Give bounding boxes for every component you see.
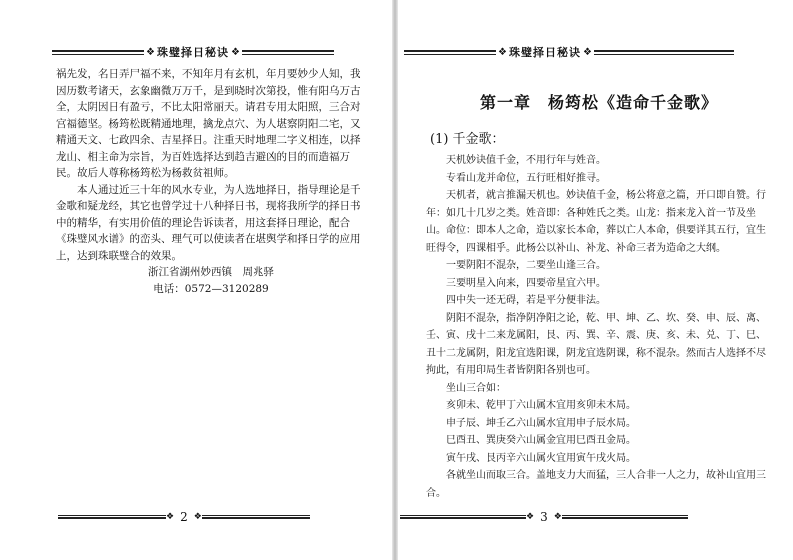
text-line: 三要明星入向来，四要帝星宜六甲。 [446, 277, 606, 289]
page-number: 3 [540, 510, 548, 524]
header-rule [594, 50, 734, 55]
text-line: 申子辰、坤壬乙六山属水宜用申子辰水局。 [446, 417, 636, 429]
text-line: 天机者，就言推漏天机也。妙诀值千金，杨公将意之篇，开口即自赞。行年：如几十几岁之类。姓音即：各种姓氏之类。山龙：指来龙入首一节及坐山。命位：即本人之命，造以家长本命，葬以亡人本命，俱要详其五行，宜生旺得令，四课相乎。此杨公以补山、补龙、补命三者为造命之大纲。 [426, 190, 766, 254]
ornament-icon: ❖ [166, 512, 175, 522]
left-page [0, 0, 396, 560]
right-page-footer [400, 510, 688, 524]
text-line: 专看山龙并命位，五行旺相好推寻。 [446, 172, 606, 184]
ornament-icon: ❖ [553, 512, 562, 522]
book-title: 珠璧择日秘诀 [156, 46, 229, 59]
book-title: 珠璧择日秘诀 [508, 46, 581, 59]
ornament-icon: ❖ [498, 46, 507, 58]
paragraph: 祸先发，名日弄尸福不来，不知年月有玄机，年月要妙少人知，我因历数考诸天，玄象幽微万万千，是到晓时次第投，惟有阳乌万古全，太阴因日有盈亏，不比太阳常丽天。请君专用太阳照，三合对宫福德坚。杨筠松既精通地理，擒龙点穴、为人堪察阴阳二宅，又精通天文、七政四余、吉星择日。注重天时地理二字义相连，以择龙山、相主命为宗旨，为百姓选择达到趋吉避凶的目的而造福万民。故后人尊称杨筠松为杨救贫祖师。 [56, 68, 361, 179]
text-line: 阴阳不混杂，指净阴净阳之论，乾、甲、坤、乙、坎、癸、申、辰、离、壬、寅、戌十二来龙属阳，艮、丙、巽、辛、震、庚、亥、未、兑、丁、巳、丑十二龙属阴，阳龙宜选阳课，阴龙宜选阴课，称不混杂。然而古人选择不尽拘此，有用印局生者皆阴阳各别也可。 [426, 312, 766, 376]
header-rule [404, 50, 496, 55]
ornament-icon: ❖ [526, 512, 535, 522]
header-rule [52, 50, 144, 55]
right-page-header [404, 44, 734, 60]
ornament-icon: ❖ [230, 46, 240, 58]
footer-rule [562, 515, 688, 519]
page-number: 2 [180, 510, 188, 524]
phone-line: 电话：0572—3120289 [153, 282, 269, 295]
ornament-icon: ❖ [146, 46, 155, 58]
text-line: 寅午戌、艮丙辛六山属火宜用寅午戌火局。 [446, 452, 636, 464]
paragraph: 本人通过近三十年的风水专业，为人选地择日，指导理论是千金歌和疑龙经，其它也曾学过十八种择日书，现将我所学的择日书中的精华，有实用价值的理论告诉读者，用这套择日理论，配合《珠璧风水谱》的峦头、理气可以使读者在堪舆学和择日学的应用上，达到珠联璧合的效果。 [56, 183, 361, 262]
left-page-header [52, 44, 334, 60]
footer-rule [58, 515, 166, 519]
text-line: 巳酉丑、巽庚癸六山属金宜用巳酉丑金局。 [446, 435, 636, 446]
text-line: 各就坐山而取三合。盖地支力大而猛，三人合非一人之力，故补山宜用三合。 [426, 470, 766, 499]
text-line: 亥卯未、乾甲丁六山属木宜用亥卯未木局。 [446, 400, 636, 411]
text-line: 一要阴阳不混杂，二要坐山逢三合。 [446, 260, 606, 271]
section-title: (1) 千金歌： [430, 132, 505, 147]
right-page [396, 0, 793, 560]
left-page-body [56, 66, 366, 297]
text-line: 四中失一还无碍，若是平分便非法。 [446, 295, 606, 306]
ornament-icon: ❖ [193, 512, 202, 522]
text-line: 坐山三合如： [446, 382, 506, 394]
header-rule [242, 50, 334, 55]
address-line: 浙江省湖州妙西镇 周兆驿 [148, 266, 274, 278]
chapter-title: 第一章 杨筠松《造命千金歌》 [479, 93, 718, 112]
ornament-icon: ❖ [582, 46, 592, 58]
text-line: 天机妙诀值千金，不用行年与姓音。 [446, 155, 606, 166]
left-page-footer [58, 510, 310, 524]
footer-rule [202, 515, 310, 519]
right-page-body [426, 152, 766, 502]
footer-rule [400, 515, 526, 519]
